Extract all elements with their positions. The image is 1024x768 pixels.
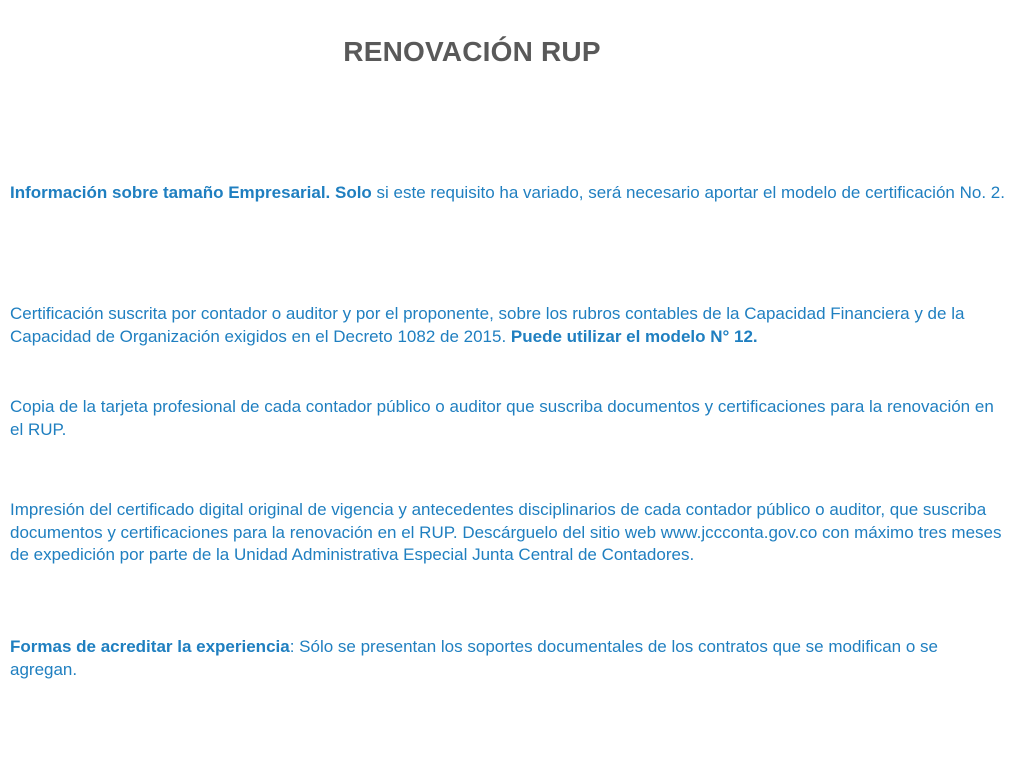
certificacion-bold-text: Puede utilizar el modelo N° 12. bbox=[510, 326, 758, 346]
experiencia-bold-text: Formas de acreditar la experiencia bbox=[10, 637, 290, 656]
text-block-copia-tarjeta bbox=[10, 396, 1008, 441]
experiencia-text: : Sólo se presentan los soportes documentales de los contratos que se modifican o se agregan. bbox=[10, 637, 938, 679]
tamano-text: si este requisito ha variado, será necesario aportar el modelo de certificación No. 2. bbox=[371, 183, 1005, 202]
text-block-certificacion bbox=[10, 303, 1008, 348]
text-block-experiencia bbox=[10, 636, 1008, 681]
slide-title: RENOVACIÓN RUP bbox=[343, 36, 601, 67]
text-block-tamano-empresarial bbox=[10, 182, 1008, 205]
tamano-bold-text: Información sobre tamaño Empresarial. Solo bbox=[10, 183, 372, 202]
certificacion-text: Certificación suscrita por contador o auditor y por el proponente, sobre los rubros contables de la Capacidad Financiera y de la Capacidad de Organización exigidos en el Decreto 1082 de 2015. bbox=[10, 304, 965, 346]
impresion-text: Impresión del certificado digital original de vigencia y antecedentes disciplinarios de cada contador público o auditor, que suscriba documentos y certificaciones para la renovación en el RUP. Descárguelo del sitio web www.jccconta.gov.co con máximo tres meses de expedición por parte de la Unidad Administrativa Especial Junta Central de Contadores. bbox=[10, 500, 1002, 564]
text-block-impresion-certificado bbox=[10, 499, 1008, 567]
copia-text: Copia de la tarjeta profesional de cada contador público o auditor que suscriba documentos y certificaciones para la renovación en el RUP. bbox=[10, 397, 994, 439]
